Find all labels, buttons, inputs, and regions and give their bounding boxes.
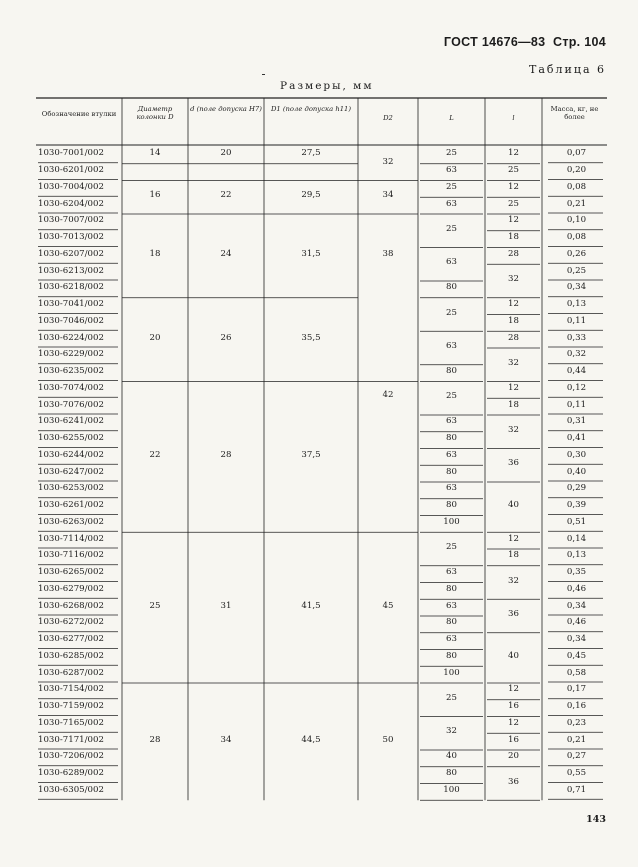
L-cell: 63 [446,449,457,460]
l-cell: 32 [508,357,519,368]
mass-cell: 0,27 [566,751,587,762]
mass-cell: 0,13 [566,550,587,561]
l-cell: 32 [508,274,519,284]
d1-cell: 27,5 [301,148,321,159]
mass-cell: 0,71 [566,784,587,795]
col-d-header: d (поле допуска H7) [190,105,262,113]
mass-cell: 0,55 [566,768,587,779]
diameter-cell: 22 [149,449,161,460]
l-cell: 32 [508,575,519,586]
mass-cell: 0,44 [566,366,587,377]
designation-cell: 1030-6244/002 [38,449,104,460]
mass-cell: 0,39 [566,500,587,511]
designation-cell: 1030-7046/002 [38,315,104,326]
l-cell: 12 [508,717,519,728]
d2-cell: 38 [382,248,394,259]
designation-cell: 1030-7114/002 [38,533,104,544]
designation-cell: 1030-7165/002 [38,717,104,728]
mass-cell: 0,29 [566,483,587,494]
mass-cell: 0,26 [566,248,587,259]
d-cell: 31 [220,600,232,611]
L-cell: 63 [446,165,457,176]
d-cell: 24 [220,248,232,259]
col-L-header: L [449,114,454,122]
mass-cell: 0,46 [566,617,587,628]
diameter-cell: 20 [149,332,161,343]
d-cell: 20 [220,148,232,159]
mass-cell: 0,08 [566,232,587,243]
mass-cell: 0,14 [566,533,587,544]
l-cell: 36 [508,458,519,469]
designation-cell: 1030-6272/002 [38,617,104,628]
L-cell: 63 [446,634,457,645]
L-cell: 100 [443,667,460,678]
L-cell: 25 [446,542,457,552]
designation-cell: 1030-7004/002 [38,181,104,192]
designation-cell: 1030-6261/002 [38,500,104,511]
standard-number: ГОСТ 14676—83 [443,35,546,49]
d1-cell: 31,5 [301,248,321,259]
designation-cell: 1030-6204/002 [38,198,104,209]
d1-cell: 35,5 [301,332,321,343]
designation-cell: 1030-7041/002 [38,299,104,310]
designation-cell: 1030-6224/002 [38,332,104,343]
mass-cell: 0,32 [566,349,587,360]
designation-cell: 1030-6289/002 [38,768,104,779]
designation-cell: 1030-6241/002 [38,416,104,427]
table-label: Таблица 6 [529,63,606,76]
designation-cell: 1030-6235/002 [38,366,104,377]
L-cell: 25 [446,181,457,192]
d2-cell: 45 [382,600,394,611]
mass-cell: 0,21 [566,198,587,209]
L-cell: 63 [446,198,457,209]
designation-cell: 1030-7001/002 [38,148,104,159]
designation-cell: 1030-7076/002 [38,399,104,410]
mass-cell: 0,33 [566,332,587,343]
L-cell: 63 [446,416,457,427]
l-cell: 12 [508,299,519,310]
L-cell: 63 [446,567,457,578]
l-cell: 36 [508,776,519,787]
designation-cell: 1030-6213/002 [38,265,104,276]
designation-cell: 1030-6279/002 [38,583,104,594]
d1-cell: 41,5 [301,600,321,611]
d2-cell: 42 [382,390,394,400]
d-cell: 26 [220,332,232,343]
mass-cell: 0,11 [566,315,587,326]
l-cell: 12 [508,382,519,393]
diameter-cell: 16 [149,190,161,201]
mass-cell: 0,46 [566,583,587,594]
page-reference: Стр. 104 [553,35,606,49]
L-cell: 32 [446,726,457,737]
designation-cell: 1030-7074/002 [38,382,104,393]
mass-cell: 0,58 [566,667,587,678]
L-cell: 80 [446,617,457,628]
mass-cell: 0,30 [566,449,587,460]
designation-cell: 1030-6255/002 [38,433,104,444]
L-cell: 40 [446,751,457,762]
diameter-cell: 28 [149,734,161,745]
d1-cell: 29,5 [301,190,321,201]
L-cell: 63 [446,483,457,494]
l-cell: 32 [508,424,519,435]
l-cell: 28 [508,332,519,343]
L-cell: 80 [446,282,457,293]
L-cell: 80 [446,466,457,477]
L-cell: 80 [446,768,457,779]
L-cell: 80 [446,366,457,377]
sizes-caption: Размеры, мм [280,80,374,92]
mass-cell: 0,16 [566,701,587,712]
col-designation-header: Обозначение втулки [41,110,117,118]
L-cell: 25 [446,692,457,703]
designation-cell: 1030-6207/002 [38,248,104,259]
l-cell: 25 [508,165,519,176]
l-cell: 20 [508,751,519,762]
l-cell: 28 [508,248,519,259]
designation-cell: 1030-6201/002 [38,165,104,176]
mass-cell: 0,35 [566,567,587,578]
d1-cell: 44,5 [301,734,321,745]
diameter-cell: 25 [149,600,161,611]
mass-cell: 0,11 [566,399,587,410]
l-cell: 16 [508,701,519,712]
l-cell: 25 [508,198,519,209]
mass-cell: 0,45 [566,650,587,661]
l-cell: 16 [508,734,519,745]
designation-cell: 1030-7116/002 [38,550,104,561]
mass-cell: 0,34 [566,634,587,645]
mass-cell: 0,41 [566,433,587,444]
L-cell: 63 [446,257,457,268]
col-mass-header: Масса, кг, не более [550,105,599,121]
mass-cell: 0,40 [566,466,587,477]
d-cell: 22 [220,190,232,201]
l-cell: 12 [508,181,519,192]
L-cell: 63 [446,600,457,611]
mass-cell: 0,21 [566,734,587,745]
col-d2-header: D2 [383,114,393,122]
designation-cell: 1030-6287/002 [38,667,104,678]
d1-cell: 37,5 [301,449,321,460]
mass-cell: 0,20 [566,165,587,176]
mass-cell: 0,13 [566,299,587,310]
l-cell: 18 [508,232,519,243]
l-cell: 40 [508,500,519,511]
l-cell: 12 [508,148,519,159]
L-cell: 80 [446,650,457,661]
page-number: 143 [586,814,606,825]
designation-cell: 1030-7007/002 [38,215,104,226]
L-cell: 63 [446,341,457,351]
designation-cell: 1030-6229/002 [38,349,104,360]
mass-cell: 0,07 [566,148,587,159]
L-cell: 80 [446,583,457,594]
mass-cell: 0,23 [566,717,587,728]
designation-cell: 1030-6285/002 [38,650,104,661]
L-cell: 25 [446,391,457,402]
designation-cell: 1030-7206/002 [38,751,104,762]
designation-cell: 1030-6253/002 [38,483,104,494]
mass-cell: 0,17 [566,684,587,695]
L-cell: 80 [446,500,457,511]
L-cell: 80 [446,433,457,444]
col-d1-header: D1 (поле допуска h11) [270,105,352,113]
designation-cell: 1030-6247/002 [38,466,104,477]
l-cell: 40 [508,650,519,661]
l-cell: 12 [508,533,519,544]
mass-cell: 0,10 [566,215,587,226]
mass-cell: 0,12 [566,382,587,393]
l-cell: 18 [508,399,519,410]
L-cell: 25 [446,223,457,234]
designation-cell: 1030-7013/002 [38,232,104,243]
col-diameter-header: Диаметр колонки D [136,105,174,121]
l-cell: 12 [508,215,519,226]
designation-cell: 1030-6263/002 [38,516,104,527]
L-cell: 25 [446,307,457,318]
d2-cell: 50 [382,734,394,745]
mass-cell: 0,08 [566,181,587,192]
mass-cell: 0,31 [566,416,587,427]
l-cell: 36 [508,609,519,619]
l-cell: 12 [508,684,519,695]
L-cell: 100 [443,516,460,527]
mass-cell: 0,34 [566,282,587,293]
designation-cell: 1030-7159/002 [38,701,104,712]
diameter-cell: 14 [149,148,161,159]
d2-cell: 32 [382,156,394,167]
designation-cell: 1030-6218/002 [38,282,104,293]
mass-cell: 0,34 [566,600,587,611]
d-cell: 34 [220,734,232,745]
l-cell: 18 [508,550,519,561]
L-cell: 25 [446,148,457,159]
L-cell: 100 [443,784,460,795]
diameter-cell: 18 [149,248,161,259]
designation-cell: 1030-7171/002 [38,734,104,745]
d2-cell: 34 [382,190,394,201]
designation-cell: 1030-6305/002 [38,784,104,795]
l-cell: 18 [508,315,519,326]
mass-cell: 0,25 [566,265,587,276]
designation-cell: 1030-6265/002 [38,567,104,578]
col-l-header: l [512,114,515,122]
mass-cell: 0,51 [566,516,587,527]
designation-cell: 1030-7154/002 [38,684,104,695]
designation-cell: 1030-6277/002 [38,634,104,645]
designation-cell: 1030-6268/002 [38,600,104,611]
d-cell: 28 [220,449,232,460]
